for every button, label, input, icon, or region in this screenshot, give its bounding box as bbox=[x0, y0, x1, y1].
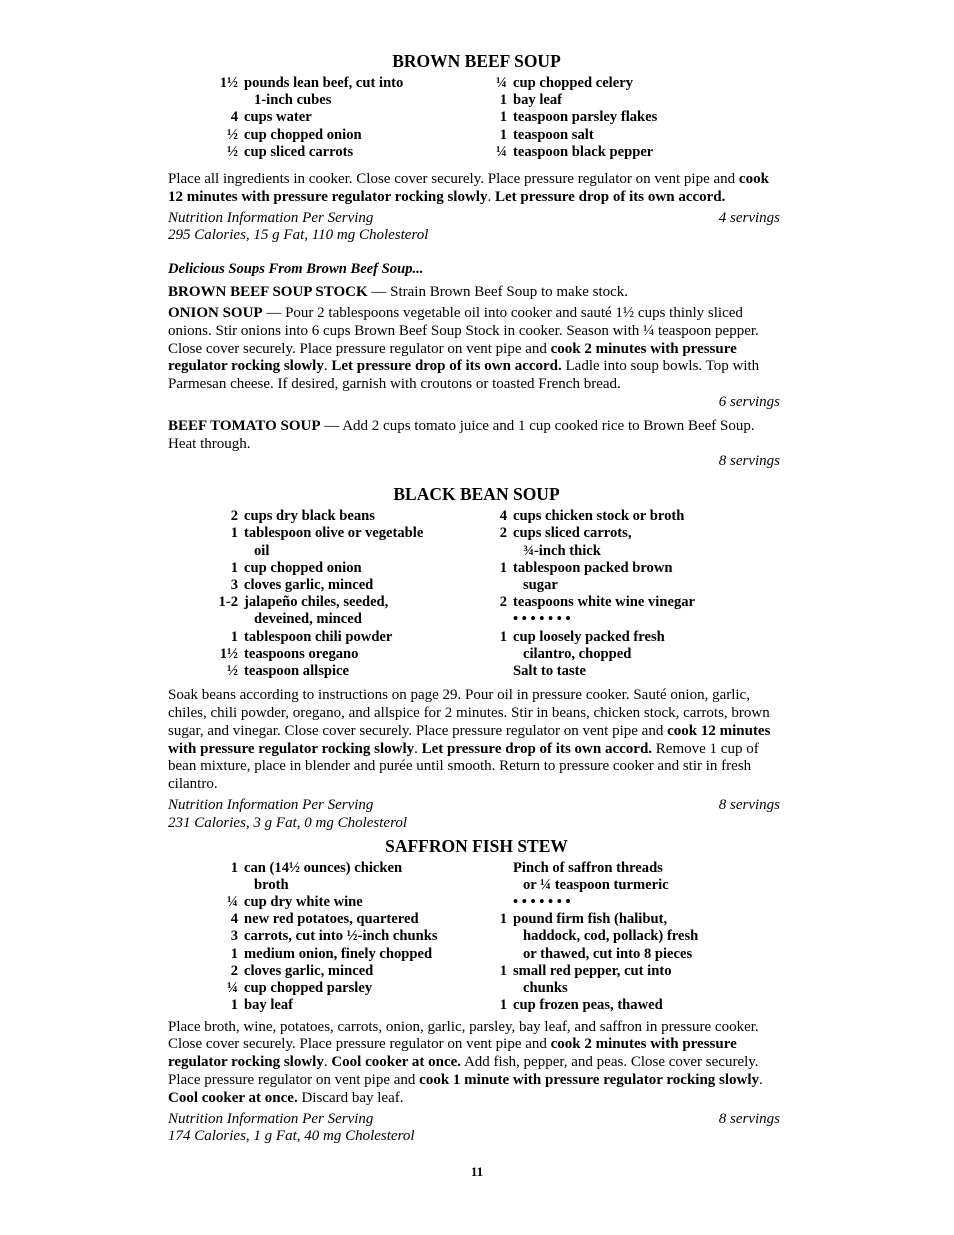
ingredient-line bbox=[210, 109, 403, 126]
ingredient-line bbox=[479, 946, 698, 963]
directions-emphasis: Let pressure drop of its own accord. bbox=[494, 188, 726, 205]
ingredient-text: cloves garlic, minced bbox=[244, 576, 374, 593]
ingredient-quantity: 1 bbox=[230, 945, 238, 962]
directions bbox=[168, 687, 785, 794]
ingredient-line bbox=[210, 611, 423, 628]
variations-section bbox=[168, 260, 785, 471]
ingredient-text: teaspoon allspice bbox=[244, 662, 349, 679]
ingredient-text: ¾-inch thick bbox=[523, 542, 601, 559]
variation-emphasis: cook 2 minutes with pressure regulator rocking slowly bbox=[168, 340, 737, 375]
ingredient-quantity: 2 bbox=[499, 594, 507, 611]
ingredient-quantity: 2 bbox=[499, 525, 507, 542]
ingredient-quantity: 1 bbox=[230, 997, 238, 1014]
ingredient-line bbox=[210, 860, 438, 877]
ingredients-left-column bbox=[210, 75, 403, 161]
recipe-black-bean-soup bbox=[168, 483, 785, 832]
variation-name: ONION SOUP bbox=[168, 304, 263, 321]
ingredient-quantity: 2 bbox=[230, 962, 238, 979]
ingredient-quantity: 1½ bbox=[219, 645, 238, 662]
ingredient-text: sugar bbox=[523, 576, 558, 593]
ingredient-quantity bbox=[479, 860, 513, 877]
ingredient-line bbox=[210, 525, 423, 542]
nutrition-row bbox=[168, 210, 785, 228]
nutrition-values: 231 Calories, 3 g Fat, 0 mg Cholesterol bbox=[168, 814, 408, 831]
recipe-title: BROWN BEEF SOUP bbox=[392, 51, 561, 71]
directions-emphasis: cook 1 minute with pressure regulator rocking slowly bbox=[419, 1071, 760, 1088]
page-number: 11 bbox=[470, 1164, 484, 1179]
ingredient-line bbox=[479, 611, 695, 628]
ingredient-line bbox=[479, 75, 657, 92]
ingredient-quantity: 1 bbox=[499, 109, 507, 126]
ingredient-quantity: 4 bbox=[230, 911, 238, 928]
directions-emphasis: Cool cooker at once. bbox=[331, 1054, 462, 1071]
ingredient-text: pounds lean beef, cut into bbox=[244, 75, 404, 91]
ingredients-list bbox=[168, 508, 785, 683]
servings: 6 servings bbox=[718, 393, 780, 410]
ingredient-line bbox=[210, 877, 438, 894]
ingredient-text: new red potatoes, quartered bbox=[244, 911, 419, 928]
ingredient-quantity: 4 bbox=[230, 109, 238, 126]
nutrition-values: 295 Calories, 15 g Fat, 110 mg Cholesterol bbox=[168, 227, 429, 244]
ingredient-text: carrots, cut into ½-inch chunks bbox=[244, 928, 438, 945]
ingredient-quantity: 1 bbox=[230, 525, 238, 542]
page-content bbox=[168, 50, 785, 1146]
nutrition-label: Nutrition Information Per Serving bbox=[168, 796, 374, 813]
ingredient-line bbox=[479, 543, 695, 560]
ingredient-text: can (14½ ounces) chicken bbox=[244, 859, 403, 876]
ingredient-line bbox=[210, 646, 423, 663]
ingredient-line bbox=[210, 144, 403, 161]
ingredient-text: broth bbox=[254, 876, 289, 893]
ingredient-text: teaspoon salt bbox=[513, 126, 594, 143]
ingredient-line bbox=[210, 946, 438, 963]
directions-text: . bbox=[487, 188, 495, 205]
ingredient-text: teaspoon parsley flakes bbox=[513, 109, 658, 126]
ingredient-line bbox=[210, 629, 423, 646]
ingredient-quantity bbox=[210, 877, 244, 894]
ingredient-line bbox=[210, 963, 438, 980]
directions-emphasis: Cool cooker at once. bbox=[168, 1089, 298, 1106]
variation-onion-soup bbox=[168, 305, 785, 394]
ingredient-line bbox=[479, 508, 695, 525]
ingredient-quantity: 4 bbox=[499, 508, 507, 525]
ingredient-line bbox=[210, 92, 403, 109]
variation-beef-tomato-soup bbox=[168, 418, 785, 454]
ingredient-text: teaspoons oregano bbox=[244, 645, 359, 662]
directions-text: . bbox=[759, 1071, 763, 1088]
ingredient-quantity bbox=[479, 543, 513, 560]
directions-text: . bbox=[414, 740, 422, 757]
ingredient-quantity: 1 bbox=[499, 126, 507, 143]
recipe-title: BLACK BEAN SOUP bbox=[393, 484, 560, 505]
ingredient-quantity: ¼ bbox=[496, 75, 507, 91]
servings: 4 servings bbox=[718, 209, 780, 226]
ingredient-text: cups dry black beans bbox=[244, 508, 375, 525]
variation-text: Ladle into soup bowls. Top with Parmesan cheese. If desired, garnish with croutons or toasted French bread. bbox=[168, 358, 760, 393]
ingredient-quantity bbox=[210, 611, 244, 628]
ingredient-quantity bbox=[479, 577, 513, 594]
ingredient-line bbox=[479, 127, 657, 144]
ingredient-text: medium onion, finely chopped bbox=[244, 945, 433, 962]
ingredient-quantity: ½ bbox=[227, 143, 238, 160]
ingredient-quantity bbox=[479, 928, 513, 945]
variation-name: BROWN BEEF SOUP STOCK bbox=[168, 284, 368, 301]
ingredient-line bbox=[479, 525, 695, 542]
ingredient-quantity: ¼ bbox=[496, 143, 507, 160]
ingredient-quantity: 1 bbox=[230, 559, 238, 576]
ingredient-quantity: 1 bbox=[499, 997, 507, 1014]
recipe-brown-beef-soup bbox=[168, 50, 785, 245]
ingredient-line bbox=[210, 577, 423, 594]
ingredient-line bbox=[479, 560, 695, 577]
servings: 8 servings bbox=[718, 453, 780, 470]
ingredient-quantity bbox=[479, 646, 513, 663]
ingredients-right-column bbox=[479, 75, 657, 161]
ingredient-text: cup sliced carrots bbox=[244, 143, 354, 160]
ingredient-line bbox=[479, 109, 657, 126]
ingredient-text: cilantro, chopped bbox=[523, 645, 632, 662]
variation-name: BEEF TOMATO SOUP bbox=[168, 417, 321, 434]
ingredient-line bbox=[479, 629, 695, 646]
servings: 8 servings bbox=[718, 1110, 780, 1127]
nutrition-row bbox=[168, 1111, 785, 1129]
ingredients-list bbox=[168, 75, 785, 163]
ingredient-line bbox=[210, 75, 403, 92]
ingredient-text: jalapeño chiles, seeded, bbox=[244, 594, 389, 611]
directions-text: . bbox=[323, 1054, 332, 1071]
ingredient-text: cup chopped celery bbox=[513, 75, 633, 91]
ingredient-text: Salt to taste bbox=[513, 662, 586, 679]
directions-text: Discard bay leaf. bbox=[297, 1089, 404, 1106]
ingredient-text: cups chicken stock or broth bbox=[513, 508, 685, 525]
ingredient-quantity: 1 bbox=[230, 859, 238, 876]
ingredient-text: cup chopped onion bbox=[244, 559, 362, 576]
ingredient-text: teaspoons white wine vinegar bbox=[513, 594, 696, 611]
directions-text: Place broth, wine, potatoes, carrots, onion, garlic, parsley, bay leaf, and saffron in pressure cooker. Close cover securely. Place pressure regulator on vent pipe and bbox=[168, 1018, 759, 1053]
ingredient-quantity: 1 bbox=[499, 911, 507, 928]
ingredient-quantity bbox=[479, 894, 513, 911]
ingredient-line bbox=[210, 928, 438, 945]
ingredients-list bbox=[168, 860, 785, 1017]
ingredient-text: cup frozen peas, thawed bbox=[513, 997, 663, 1014]
ingredient-text: cup loosely packed fresh bbox=[513, 628, 665, 645]
ingredient-line bbox=[479, 860, 698, 877]
variation-stock bbox=[168, 284, 785, 302]
ingredient-quantity: ¼ bbox=[227, 893, 238, 910]
ingredient-text: tablespoon packed brown bbox=[513, 559, 673, 576]
ingredient-quantity: 1 bbox=[499, 92, 507, 109]
ingredient-text: 1-inch cubes bbox=[254, 92, 332, 109]
ingredient-line bbox=[210, 543, 423, 560]
ingredient-line bbox=[210, 894, 438, 911]
directions-emphasis: Let pressure drop of its own accord. bbox=[421, 740, 653, 757]
ingredient-text: cups sliced carrots, bbox=[513, 525, 632, 542]
ingredient-text: cloves garlic, minced bbox=[244, 962, 374, 979]
ingredient-text: cup chopped parsley bbox=[244, 979, 373, 996]
variations-heading: Delicious Soups From Brown Beef Soup... bbox=[168, 261, 424, 278]
directions bbox=[168, 1019, 785, 1108]
ingredient-line bbox=[479, 144, 657, 161]
ingredient-text: chunks bbox=[523, 979, 568, 996]
directions-text: Add fish, pepper, and peas. Close cover securely. Place pressure regulator on vent pipe and bbox=[168, 1054, 759, 1088]
ingredient-line bbox=[479, 594, 695, 611]
ingredient-line bbox=[479, 92, 657, 109]
ingredient-line bbox=[479, 877, 698, 894]
ingredient-line bbox=[479, 963, 698, 980]
ingredient-line bbox=[479, 997, 698, 1014]
ingredient-text: • • • • • • • bbox=[513, 893, 571, 910]
ingredient-line bbox=[479, 928, 698, 945]
ingredient-text: oil bbox=[254, 542, 270, 559]
ingredient-text: tablespoon chili powder bbox=[244, 628, 393, 645]
recipe-title: SAFFRON FISH STEW bbox=[385, 835, 568, 856]
directions-text: Place all ingredients in cooker. Close cover securely. Place pressure regulator on vent pipe and bbox=[168, 171, 739, 187]
variation-text: . bbox=[323, 358, 332, 375]
ingredient-quantity: 1 bbox=[499, 628, 507, 645]
ingredient-quantity bbox=[210, 92, 244, 109]
ingredient-quantity bbox=[479, 663, 513, 680]
ingredient-text: tablespoon olive or vegetable bbox=[244, 525, 424, 542]
directions-text: Soak beans according to instructions on page 29. Pour oil in pressure cooker. Sauté onion, garlic, chiles, chili powder, oregano, and allspice for 2 minutes. Stir in beans, chicken stock, carrots, brown sugar, and vinegar. Close cover securely. Place pressure regulator on vent pipe and bbox=[168, 687, 770, 739]
ingredient-quantity: 2 bbox=[230, 508, 238, 525]
ingredient-line bbox=[210, 594, 423, 611]
ingredient-quantity bbox=[479, 877, 513, 894]
variation-text: — Pour 2 tablespoons vegetable oil into cooker and sauté 1½ cups thinly sliced onions. Stir onions into 6 cups Brown Beef Soup Stock in cooker. Season with ¼ teaspoon pepper. Close cover securely. Place pressure regulator on vent pipe and bbox=[168, 304, 759, 357]
ingredient-quantity bbox=[479, 980, 513, 997]
ingredients-right-column bbox=[479, 860, 698, 1015]
ingredient-quantity: ½ bbox=[227, 662, 238, 679]
ingredient-line bbox=[210, 508, 423, 525]
recipe-saffron-fish-stew bbox=[168, 835, 785, 1147]
ingredient-text: bay leaf bbox=[244, 997, 294, 1014]
nutrition-row bbox=[168, 797, 785, 815]
directions-text: Remove 1 cup of bean mixture, place in blender and purée until smooth. Return to pressure cooker and stir in fresh cilantro. bbox=[168, 740, 759, 793]
variation-text: — Strain Brown Beef Soup to make stock. bbox=[367, 284, 629, 301]
directions-emphasis: cook 12 minutes with pressure regulator rocking slowly bbox=[168, 171, 769, 205]
ingredient-quantity: ¼ bbox=[227, 979, 238, 996]
ingredient-quantity bbox=[479, 946, 513, 963]
ingredient-text: Pinch of saffron threads bbox=[513, 859, 663, 876]
ingredient-line bbox=[479, 646, 695, 663]
ingredient-text: or thawed, cut into 8 pieces bbox=[523, 945, 693, 962]
ingredient-line bbox=[479, 980, 698, 997]
variation-emphasis: Let pressure drop of its own accord. bbox=[331, 358, 562, 375]
ingredient-line bbox=[479, 911, 698, 928]
directions-emphasis: cook 12 minutes with pressure regulator rocking slowly bbox=[168, 722, 771, 757]
ingredient-quantity bbox=[210, 543, 244, 560]
ingredient-line bbox=[210, 997, 438, 1014]
directions-emphasis: cook 2 minutes with pressure regulator rocking slowly bbox=[168, 1036, 737, 1071]
ingredient-line bbox=[479, 663, 695, 680]
ingredient-quantity: 1 bbox=[499, 559, 507, 576]
ingredient-quantity: 1 bbox=[230, 628, 238, 645]
ingredients-right-column bbox=[479, 508, 695, 680]
nutrition-label: Nutrition Information Per Serving bbox=[168, 1110, 374, 1127]
nutrition-label: Nutrition Information Per Serving bbox=[168, 209, 374, 226]
ingredient-line bbox=[479, 577, 695, 594]
variation-text: — Add 2 cups tomato juice and 1 cup cooked rice to Brown Beef Soup. Heat through. bbox=[168, 417, 755, 452]
ingredient-line bbox=[210, 911, 438, 928]
ingredient-text: deveined, minced bbox=[254, 611, 362, 628]
ingredient-quantity: 3 bbox=[230, 576, 238, 593]
ingredient-text: pound firm fish (halibut, bbox=[513, 911, 668, 928]
ingredient-text: cup chopped onion bbox=[244, 126, 362, 143]
ingredients-left-column bbox=[210, 508, 423, 680]
nutrition-values: 174 Calories, 1 g Fat, 40 mg Cholesterol bbox=[168, 1128, 415, 1145]
ingredient-quantity bbox=[479, 611, 513, 628]
ingredient-text: teaspoon black pepper bbox=[513, 143, 654, 160]
ingredient-text: small red pepper, cut into bbox=[513, 962, 672, 979]
ingredient-line bbox=[210, 127, 403, 144]
ingredient-quantity: 1 bbox=[499, 962, 507, 979]
ingredient-quantity: 1-2 bbox=[218, 594, 238, 611]
ingredient-text: cup dry white wine bbox=[244, 893, 363, 910]
ingredient-quantity: 3 bbox=[230, 928, 238, 945]
ingredient-line bbox=[210, 663, 423, 680]
ingredient-text: bay leaf bbox=[513, 92, 563, 109]
ingredient-quantity: ½ bbox=[227, 126, 238, 143]
ingredient-text: • • • • • • • bbox=[513, 611, 571, 628]
ingredient-text: cups water bbox=[244, 109, 312, 126]
ingredient-text: or ¼ teaspoon turmeric bbox=[523, 876, 669, 893]
ingredient-text: haddock, cod, pollack) fresh bbox=[523, 928, 699, 945]
servings: 8 servings bbox=[718, 796, 780, 813]
ingredient-line bbox=[479, 894, 698, 911]
ingredient-line bbox=[210, 980, 438, 997]
directions bbox=[168, 171, 785, 207]
ingredients-left-column bbox=[210, 860, 438, 1015]
ingredient-line bbox=[210, 560, 423, 577]
ingredient-quantity: 1½ bbox=[219, 75, 238, 91]
